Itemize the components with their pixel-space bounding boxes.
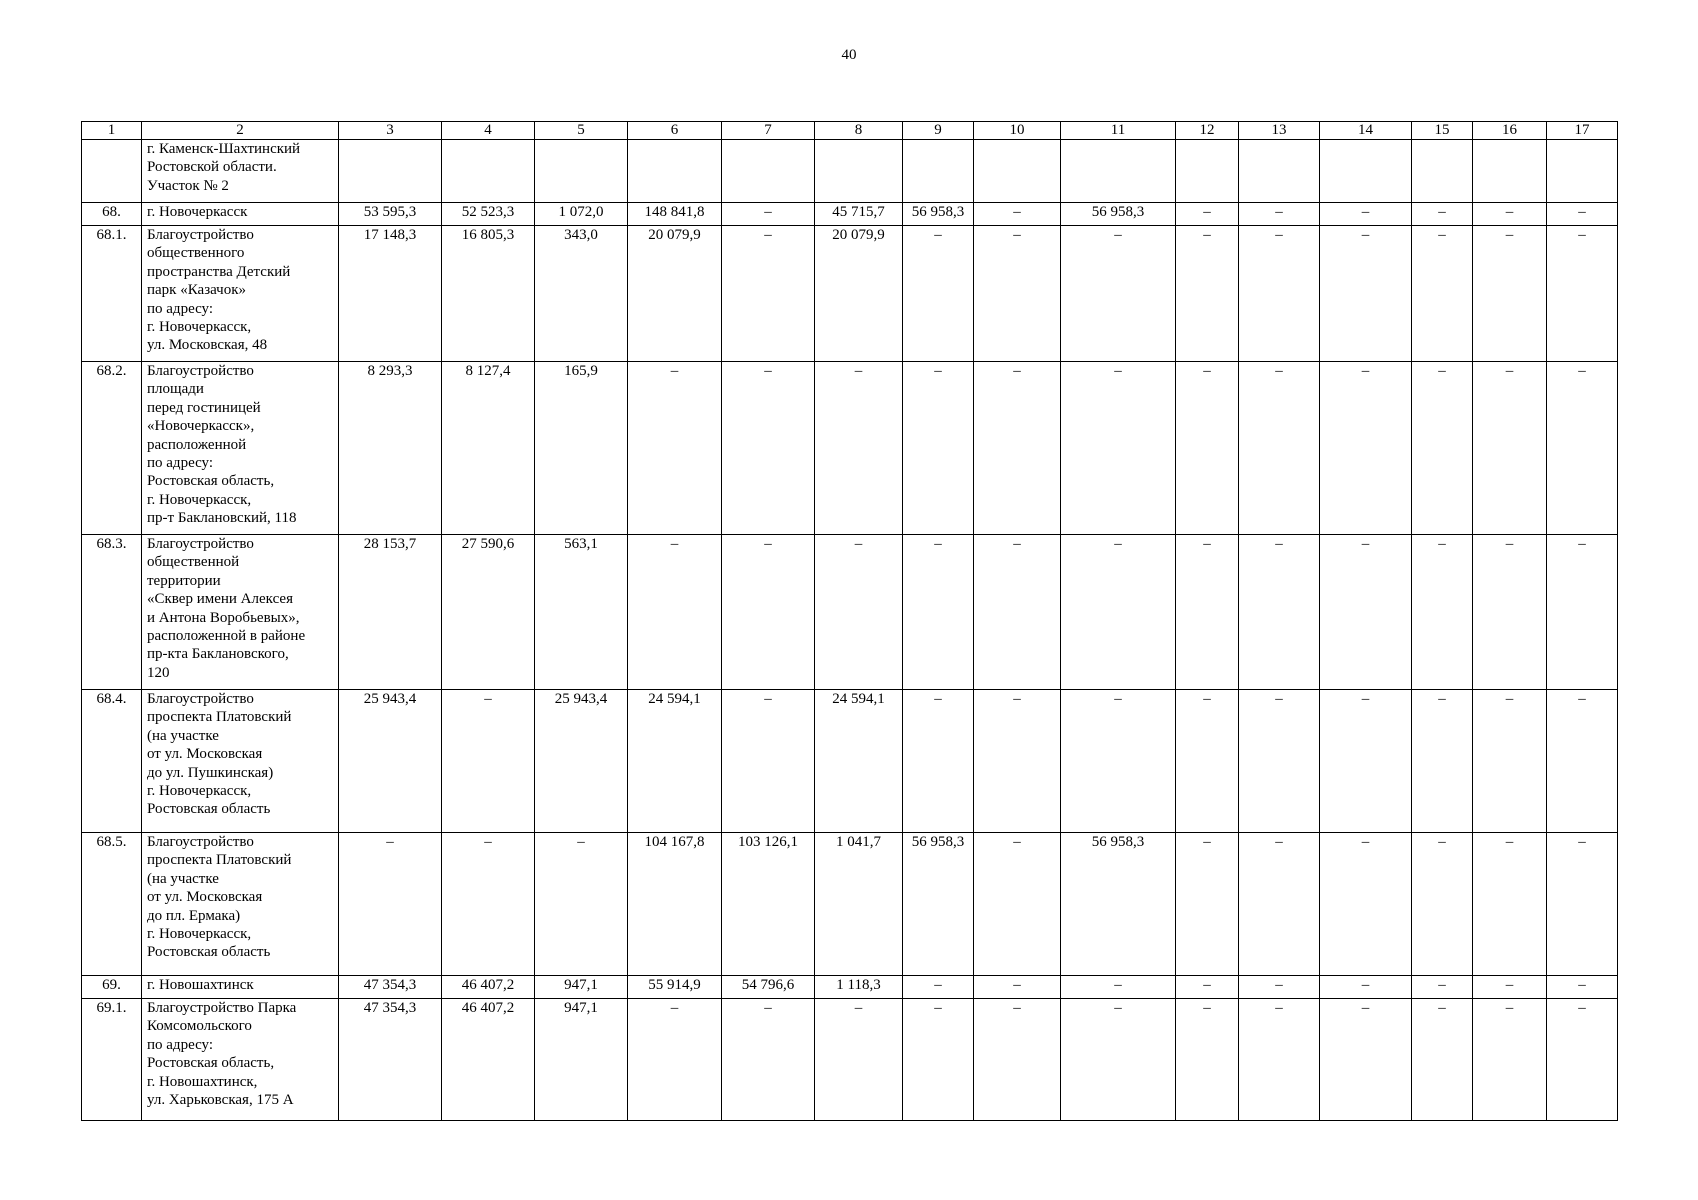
value-cell-col-17: – — [1547, 226, 1618, 362]
value-cell-col-6: 148 841,8 — [628, 203, 722, 226]
value-cell-col-10: – — [974, 535, 1061, 690]
value-cell-col-13: – — [1239, 226, 1320, 362]
value-cell-col-5: 25 943,4 — [535, 690, 628, 833]
value-cell-col-11: – — [1061, 976, 1176, 999]
value-cell-col-4: 16 805,3 — [442, 226, 535, 362]
value-cell-col-10 — [974, 140, 1061, 203]
value-cell-col-10: – — [974, 976, 1061, 999]
row-index: 68.1. — [82, 226, 142, 362]
value-cell-col-13: – — [1239, 976, 1320, 999]
value-cell-col-6: 24 594,1 — [628, 690, 722, 833]
value-cell-col-8: – — [815, 999, 903, 1121]
value-cell-col-15: – — [1412, 833, 1473, 976]
row-name: Благоустройство Парка Комсомольского по адресу: Ростовская область, г. Новошахтинск, ул. Харьковская, 175 А — [142, 999, 339, 1121]
value-cell-col-9: – — [903, 535, 974, 690]
column-number-6: 6 — [628, 122, 722, 140]
value-cell-col-7: 54 796,6 — [722, 976, 815, 999]
value-cell-col-16 — [1473, 140, 1547, 203]
value-cell-col-9: 56 958,3 — [903, 833, 974, 976]
row-index: 68.5. — [82, 833, 142, 976]
value-cell-col-3: – — [339, 833, 442, 976]
table-row — [82, 203, 1618, 226]
value-cell-col-11: 56 958,3 — [1061, 203, 1176, 226]
value-cell-col-16: – — [1473, 833, 1547, 976]
value-cell-col-3: 47 354,3 — [339, 976, 442, 999]
table-row — [82, 362, 1618, 535]
value-cell-col-5: 165,9 — [535, 362, 628, 535]
value-cell-col-12 — [1176, 140, 1239, 203]
value-cell-col-8 — [815, 140, 903, 203]
column-number-11: 11 — [1061, 122, 1176, 140]
value-cell-col-3 — [339, 140, 442, 203]
value-cell-col-9: – — [903, 976, 974, 999]
value-cell-col-6: 55 914,9 — [628, 976, 722, 999]
value-cell-col-6: – — [628, 999, 722, 1121]
value-cell-col-13: – — [1239, 203, 1320, 226]
column-number-7: 7 — [722, 122, 815, 140]
column-number-15: 15 — [1412, 122, 1473, 140]
value-cell-col-13: – — [1239, 999, 1320, 1121]
value-cell-col-12: – — [1176, 976, 1239, 999]
value-cell-col-5: 563,1 — [535, 535, 628, 690]
data-table — [81, 121, 1618, 1121]
column-number-10: 10 — [974, 122, 1061, 140]
value-cell-col-7 — [722, 140, 815, 203]
column-number-17: 17 — [1547, 122, 1618, 140]
value-cell-col-13: – — [1239, 535, 1320, 690]
value-cell-col-3: 8 293,3 — [339, 362, 442, 535]
value-cell-col-12: – — [1176, 833, 1239, 976]
column-number-row — [82, 122, 1618, 140]
value-cell-col-3: 25 943,4 — [339, 690, 442, 833]
value-cell-col-11: – — [1061, 535, 1176, 690]
value-cell-col-7: – — [722, 226, 815, 362]
value-cell-col-15: – — [1412, 203, 1473, 226]
value-cell-col-15: – — [1412, 976, 1473, 999]
value-cell-col-8: – — [815, 362, 903, 535]
table-row — [82, 226, 1618, 362]
value-cell-col-9: – — [903, 999, 974, 1121]
row-index: 68. — [82, 203, 142, 226]
table-row — [82, 833, 1618, 976]
value-cell-col-4: – — [442, 690, 535, 833]
value-cell-col-4: 46 407,2 — [442, 999, 535, 1121]
value-cell-col-12: – — [1176, 690, 1239, 833]
value-cell-col-13: – — [1239, 362, 1320, 535]
value-cell-col-17: – — [1547, 203, 1618, 226]
column-number-4: 4 — [442, 122, 535, 140]
value-cell-col-8: 1 041,7 — [815, 833, 903, 976]
value-cell-col-14: – — [1320, 976, 1412, 999]
value-cell-col-16: – — [1473, 976, 1547, 999]
value-cell-col-7: – — [722, 690, 815, 833]
row-name: Благоустройство общественной территории «Сквер имени Алексея и Антона Воробьевых», расположенной в районе пр-кта Баклановского, 120 — [142, 535, 339, 690]
value-cell-col-16: – — [1473, 999, 1547, 1121]
value-cell-col-14: – — [1320, 690, 1412, 833]
value-cell-col-16: – — [1473, 690, 1547, 833]
value-cell-col-13 — [1239, 140, 1320, 203]
value-cell-col-17: – — [1547, 976, 1618, 999]
value-cell-col-8: 1 118,3 — [815, 976, 903, 999]
value-cell-col-4: 8 127,4 — [442, 362, 535, 535]
value-cell-col-10: – — [974, 690, 1061, 833]
value-cell-col-6: – — [628, 535, 722, 690]
value-cell-col-15 — [1412, 140, 1473, 203]
value-cell-col-12: – — [1176, 226, 1239, 362]
value-cell-col-9: – — [903, 362, 974, 535]
value-cell-col-17: – — [1547, 833, 1618, 976]
value-cell-col-10: – — [974, 362, 1061, 535]
value-cell-col-4: – — [442, 833, 535, 976]
table-row — [82, 535, 1618, 690]
value-cell-col-12: – — [1176, 999, 1239, 1121]
value-cell-col-3: 17 148,3 — [339, 226, 442, 362]
value-cell-col-8: 24 594,1 — [815, 690, 903, 833]
value-cell-col-17: – — [1547, 535, 1618, 690]
value-cell-col-15: – — [1412, 690, 1473, 833]
value-cell-col-5 — [535, 140, 628, 203]
column-number-8: 8 — [815, 122, 903, 140]
value-cell-col-6: – — [628, 362, 722, 535]
value-cell-col-11 — [1061, 140, 1176, 203]
row-name: Благоустройство площади перед гостиницей «Новочеркасск», расположенной по адресу: Ростовская область, г. Новочеркасск, пр-т Баклановский, 118 — [142, 362, 339, 535]
value-cell-col-5: 947,1 — [535, 999, 628, 1121]
column-number-16: 16 — [1473, 122, 1547, 140]
value-cell-col-6: 20 079,9 — [628, 226, 722, 362]
value-cell-col-9: – — [903, 690, 974, 833]
row-name: Благоустройство проспекта Платовский (на участке от ул. Московская до ул. Пушкинская) г. Новочеркасск, Ростовская область — [142, 690, 339, 833]
value-cell-col-8: 45 715,7 — [815, 203, 903, 226]
column-number-13: 13 — [1239, 122, 1320, 140]
value-cell-col-5: 1 072,0 — [535, 203, 628, 226]
row-index: 68.2. — [82, 362, 142, 535]
row-name: Благоустройство общественного пространства Детский парк «Казачок» по адресу: г. Новочеркасск, ул. Московская, 48 — [142, 226, 339, 362]
value-cell-col-6 — [628, 140, 722, 203]
value-cell-col-5: 343,0 — [535, 226, 628, 362]
value-cell-col-4: 27 590,6 — [442, 535, 535, 690]
table-row — [82, 976, 1618, 999]
value-cell-col-10: – — [974, 226, 1061, 362]
value-cell-col-7: – — [722, 362, 815, 535]
value-cell-col-14: – — [1320, 203, 1412, 226]
value-cell-col-14: – — [1320, 999, 1412, 1121]
value-cell-col-4: 46 407,2 — [442, 976, 535, 999]
value-cell-col-17 — [1547, 140, 1618, 203]
value-cell-col-16: – — [1473, 362, 1547, 535]
table-row — [82, 140, 1618, 203]
value-cell-col-7: – — [722, 535, 815, 690]
value-cell-col-10: – — [974, 203, 1061, 226]
value-cell-col-5: – — [535, 833, 628, 976]
row-name: г. Новошахтинск — [142, 976, 339, 999]
value-cell-col-15: – — [1412, 362, 1473, 535]
value-cell-col-15: – — [1412, 226, 1473, 362]
row-name: г. Новочеркасск — [142, 203, 339, 226]
table-row — [82, 999, 1618, 1121]
row-index — [82, 140, 142, 203]
table-body — [82, 122, 1618, 1121]
value-cell-col-3: 53 595,3 — [339, 203, 442, 226]
value-cell-col-11: – — [1061, 690, 1176, 833]
column-number-9: 9 — [903, 122, 974, 140]
value-cell-col-15: – — [1412, 999, 1473, 1121]
row-name: Благоустройство проспекта Платовский (на участке от ул. Московская до пл. Ермака) г. Новочеркасск, Ростовская область — [142, 833, 339, 976]
value-cell-col-11: – — [1061, 362, 1176, 535]
value-cell-col-4: 52 523,3 — [442, 203, 535, 226]
column-number-12: 12 — [1176, 122, 1239, 140]
value-cell-col-13: – — [1239, 833, 1320, 976]
value-cell-col-17: – — [1547, 690, 1618, 833]
value-cell-col-8: – — [815, 535, 903, 690]
column-number-2: 2 — [142, 122, 339, 140]
value-cell-col-11: 56 958,3 — [1061, 833, 1176, 976]
value-cell-col-14: – — [1320, 362, 1412, 535]
value-cell-col-7: 103 126,1 — [722, 833, 815, 976]
column-number-14: 14 — [1320, 122, 1412, 140]
value-cell-col-7: – — [722, 999, 815, 1121]
value-cell-col-16: – — [1473, 226, 1547, 362]
row-index: 69. — [82, 976, 142, 999]
value-cell-col-10: – — [974, 999, 1061, 1121]
value-cell-col-11: – — [1061, 999, 1176, 1121]
column-number-5: 5 — [535, 122, 628, 140]
value-cell-col-7: – — [722, 203, 815, 226]
row-name: г. Каменск-Шахтинский Ростовской области. Участок № 2 — [142, 140, 339, 203]
value-cell-col-3: 28 153,7 — [339, 535, 442, 690]
row-index: 68.4. — [82, 690, 142, 833]
value-cell-col-13: – — [1239, 690, 1320, 833]
value-cell-col-16: – — [1473, 535, 1547, 690]
value-cell-col-9 — [903, 140, 974, 203]
value-cell-col-6: 104 167,8 — [628, 833, 722, 976]
value-cell-col-12: – — [1176, 362, 1239, 535]
page-number: 40 — [841, 47, 857, 63]
table-row — [82, 690, 1618, 833]
row-index: 69.1. — [82, 999, 142, 1121]
value-cell-col-9: – — [903, 226, 974, 362]
value-cell-col-3: 47 354,3 — [339, 999, 442, 1121]
value-cell-col-17: – — [1547, 362, 1618, 535]
column-number-3: 3 — [339, 122, 442, 140]
value-cell-col-4 — [442, 140, 535, 203]
value-cell-col-14: – — [1320, 833, 1412, 976]
column-number-1: 1 — [82, 122, 142, 140]
value-cell-col-11: – — [1061, 226, 1176, 362]
value-cell-col-10: – — [974, 833, 1061, 976]
value-cell-col-14: – — [1320, 535, 1412, 690]
value-cell-col-14 — [1320, 140, 1412, 203]
value-cell-col-17: – — [1547, 999, 1618, 1121]
value-cell-col-14: – — [1320, 226, 1412, 362]
value-cell-col-12: – — [1176, 203, 1239, 226]
value-cell-col-8: 20 079,9 — [815, 226, 903, 362]
value-cell-col-15: – — [1412, 535, 1473, 690]
value-cell-col-5: 947,1 — [535, 976, 628, 999]
value-cell-col-9: 56 958,3 — [903, 203, 974, 226]
value-cell-col-12: – — [1176, 535, 1239, 690]
row-index: 68.3. — [82, 535, 142, 690]
value-cell-col-16: – — [1473, 203, 1547, 226]
